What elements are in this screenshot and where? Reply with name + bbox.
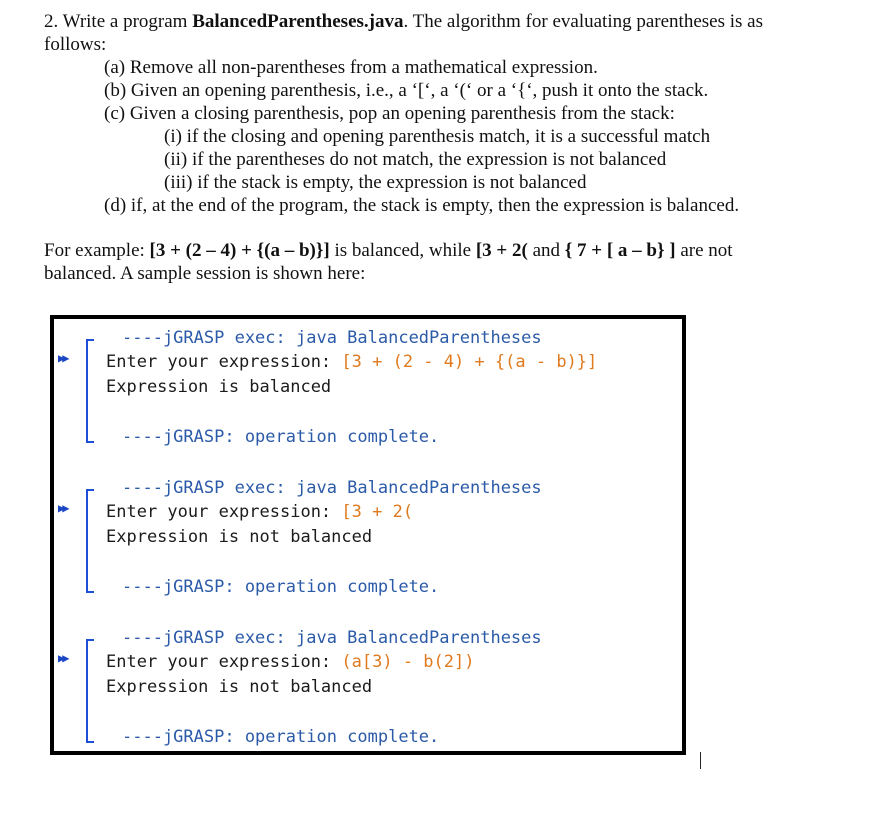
problem-intro: 2. Write a program BalancedParentheses.java. The algorithm for evaluating parentheses is as bbox=[44, 11, 763, 32]
step-d: (d) if, at the end of the program, the stack is empty, then the expression is balanced. bbox=[104, 195, 740, 216]
text-cursor bbox=[700, 752, 701, 769]
sub-step-i: (i) if the closing and opening parenthesis match, it is a successful match bbox=[164, 126, 711, 147]
problem-text bbox=[44, 10, 834, 285]
user-input: [3 + (2 - 4) + {(a - b)}] bbox=[341, 352, 598, 372]
prompt-line: Enter your expression: [3 + 2( bbox=[106, 502, 414, 522]
complete-line: ----jGRASP: operation complete. bbox=[122, 427, 440, 447]
example-line-2: balanced. A sample session is shown here: bbox=[44, 263, 366, 284]
run-bracket-icon bbox=[86, 489, 94, 593]
exec-line: ----jGRASP exec: java BalancedParentheses bbox=[122, 478, 542, 498]
console-run bbox=[54, 469, 682, 619]
console-run bbox=[54, 619, 682, 755]
user-input: [3 + 2( bbox=[341, 502, 414, 522]
filename: BalancedParentheses.java bbox=[192, 11, 404, 32]
complete-line: ----jGRASP: operation complete. bbox=[122, 577, 440, 597]
prompt-line: Enter your expression: [3 + (2 - 4) + {(a - b)}] bbox=[106, 352, 598, 372]
console-run bbox=[54, 319, 682, 469]
complete-line: ----jGRASP: operation complete. bbox=[122, 727, 440, 747]
run-arrow-icon: ▶▶ bbox=[58, 501, 67, 515]
run-arrow-icon: ▶▶ bbox=[58, 651, 67, 665]
run-arrow-icon: ▶▶ bbox=[58, 351, 67, 365]
step-a: (a) Remove all non-parentheses from a mathematical expression. bbox=[104, 57, 598, 78]
result-line: Expression is not balanced bbox=[106, 527, 373, 547]
prompt-line: Enter your expression: (a[3) - b(2]) bbox=[106, 652, 475, 672]
run-bracket-icon bbox=[86, 339, 94, 443]
console-output bbox=[50, 315, 686, 755]
step-c: (c) Given a closing parenthesis, pop an opening parenthesis from the stack: bbox=[104, 103, 675, 124]
problem-intro-cont: follows: bbox=[44, 34, 107, 55]
run-bracket-icon bbox=[86, 639, 94, 743]
exec-line: ----jGRASP exec: java BalancedParentheses bbox=[122, 328, 542, 348]
sub-step-iii: (iii) if the stack is empty, the expression is not balanced bbox=[164, 172, 587, 193]
user-input: (a[3) - b(2]) bbox=[341, 652, 475, 672]
exec-line: ----jGRASP exec: java BalancedParentheses bbox=[122, 628, 542, 648]
example-line: For example: [3 + (2 – 4) + {(a – b)}] is balanced, while [3 + 2( and { 7 + [ a – b} ] are not bbox=[44, 240, 733, 261]
sub-step-ii: (ii) if the parentheses do not match, the expression is not balanced bbox=[164, 149, 667, 170]
result-line: Expression is balanced bbox=[106, 377, 332, 397]
step-b: (b) Given an opening parenthesis, i.e., a ‘[‘, a ‘(‘ or a ‘{‘, push it onto the stack. bbox=[104, 80, 709, 101]
result-line: Expression is not balanced bbox=[106, 677, 373, 697]
